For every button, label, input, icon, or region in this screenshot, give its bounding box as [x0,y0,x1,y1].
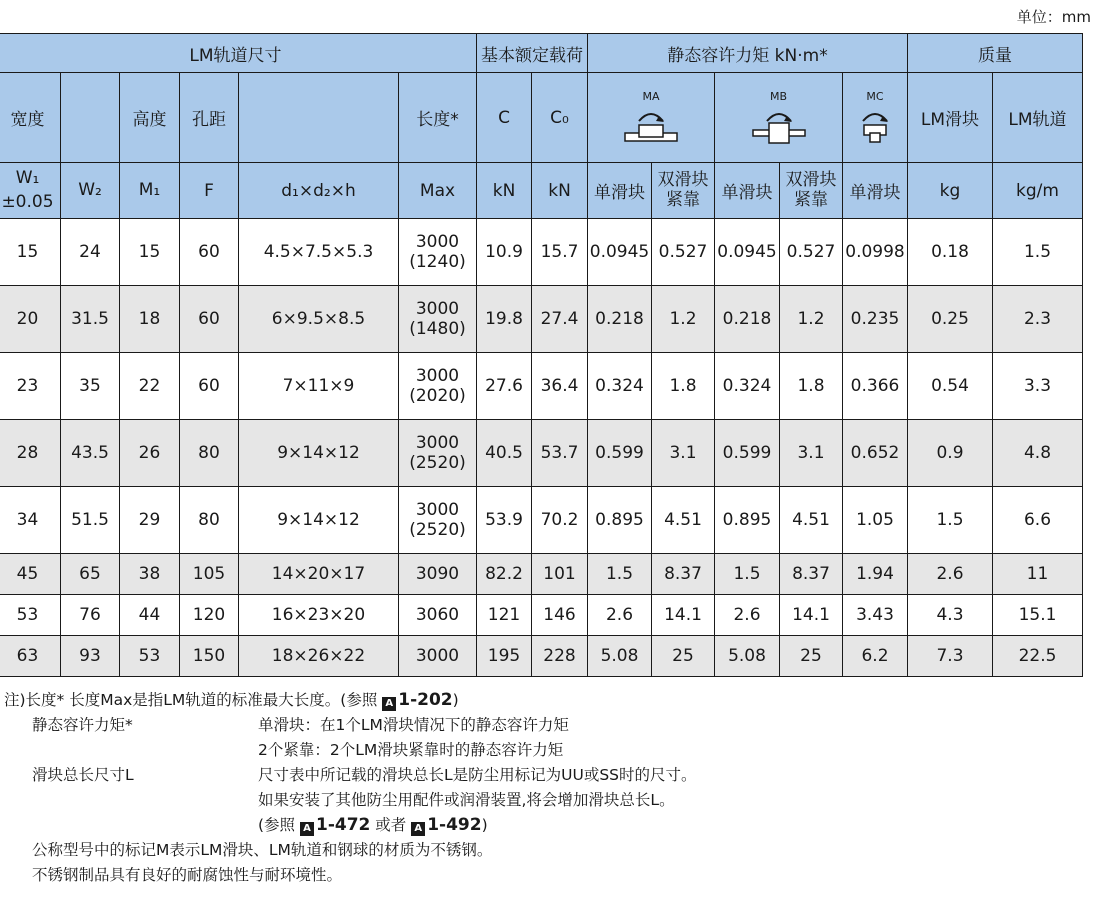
cell-len [399,286,477,353]
pitch-header: 孔距 [180,73,239,163]
cell-kgm: 2.3 [993,286,1083,353]
cell-mb2: 3.1 [780,420,843,487]
cell-ma1: 0.324 [588,353,652,420]
cell-kg: 1.5 [908,487,993,554]
table-row [0,636,1083,677]
cell-ma2: 8.37 [652,554,715,595]
note-static-moment [4,713,569,738]
mb-double-header [780,163,843,219]
length-max-value: 3000 [415,365,460,386]
height-header: 高度 [120,73,180,163]
cell-mb1: 0.0945 [715,219,780,286]
length-alt-value: (1480) [409,319,466,339]
cell-c: 19.8 [477,286,532,353]
cell-mc: 3.43 [843,595,908,636]
cell-c0: 53.7 [532,420,588,487]
note-block-length-text: 尺寸表中所记载的滑块总长L是防尘用标记为UU或SS时的尺寸。 [258,766,697,784]
note-refs-text [258,813,488,838]
cell-w2: 51.5 [61,487,120,554]
cell-c: 27.6 [477,353,532,420]
cell-ma2: 1.8 [652,353,715,420]
cell-kgm: 11 [993,554,1083,595]
cell-mb1: 0.324 [715,353,780,420]
length-header: 长度* [399,73,477,163]
cell-mb1: 2.6 [715,595,780,636]
cell-ma1: 1.5 [588,554,652,595]
cell-c0: 101 [532,554,588,595]
cell-len [399,636,477,677]
cell-len [399,219,477,286]
cell-m1: 29 [120,487,180,554]
cell-mb1: 0.218 [715,286,780,353]
cell-c: 40.5 [477,420,532,487]
cell-m1: 44 [120,595,180,636]
note-refs-close: ) [481,816,488,834]
mb-single-header: 单滑块 [715,163,780,219]
mc-label: MC [866,90,884,103]
cell-ma1: 2.6 [588,595,652,636]
cell-c0: 70.2 [532,487,588,554]
cell-kgm: 3.3 [993,353,1083,420]
mb-diagram-icon [715,105,842,145]
note-length [4,688,492,713]
cell-kgm: 6.6 [993,487,1083,554]
length-alt-value: (2520) [409,453,466,473]
note-refs-open: (参照 [258,816,300,834]
cell-len [399,595,477,636]
table-row [0,353,1083,420]
note-static-moment-label: 静态容许力矩* [32,716,133,734]
note-block-length-label: 滑块总长尺寸L [32,766,134,784]
ref-1-202[interactable] [382,690,452,710]
max-header: Max [399,163,477,219]
cell-ma2: 3.1 [652,420,715,487]
note-length-text: 注)长度* 长度Max是指LM轨道的标准最大长度。(参照 [4,691,383,709]
c0-header: C₀ [532,73,588,163]
cell-mb2: 25 [780,636,843,677]
cell-kgm: 1.5 [993,219,1083,286]
cell-ma1: 0.895 [588,487,652,554]
cell-mb2: 14.1 [780,595,843,636]
cell-len [399,554,477,595]
cell-mb1: 5.08 [715,636,780,677]
cell-ma2: 0.527 [652,219,715,286]
note-material: 公称型号中的标记M表示LM滑块、LM轨道和钢球的材质为不锈钢。 [32,841,493,859]
catalog-ref-icon: A [382,697,396,711]
cell-d: 9×14×12 [239,420,399,487]
ma-double-header [652,163,715,219]
c-unit-header: kN [477,163,532,219]
note-corrosion: 不锈钢制品具有良好的耐腐蚀性与耐环境性。 [32,866,343,884]
cell-ma2: 25 [652,636,715,677]
cell-w1: 34 [0,487,61,554]
length-alt-value: (1240) [409,252,466,272]
cell-c: 82.2 [477,554,532,595]
cell-c: 195 [477,636,532,677]
cell-ma1: 0.218 [588,286,652,353]
cell-kg: 0.54 [908,353,993,420]
cell-w1: 45 [0,554,61,595]
cell-d: 7×11×9 [239,353,399,420]
cell-c: 121 [477,595,532,636]
spec-table [0,33,1083,677]
cell-w1: 20 [0,286,61,353]
mc-single-header: 单滑块 [843,163,908,219]
length-max-value: 3060 [415,604,460,625]
cell-w1: 28 [0,420,61,487]
note-static-moment-text: 单滑块：在1个LM滑块情况下的静态容许力矩 [258,716,569,734]
cell-mb2: 1.8 [780,353,843,420]
length-alt-value: (2020) [409,386,466,406]
c0-unit-header: kN [532,163,588,219]
ma-single-header: 单滑块 [588,163,652,219]
note-dust-accessory-text: 如果安装了其他防尘用配件或润滑装置,将会增加滑块总长L。 [258,791,675,809]
rail-mass-header: LM轨道 [993,73,1083,163]
cell-d: 6×9.5×8.5 [239,286,399,353]
w1-header [0,163,61,219]
ma-label: MA [642,90,660,103]
cell-ma1: 5.08 [588,636,652,677]
cell-w1: 63 [0,636,61,677]
table-body [0,219,1083,677]
ma-double-label: 双滑块 [657,169,709,190]
cell-kg: 0.18 [908,219,993,286]
length-max-value: 3000 [415,298,460,319]
cell-d: 16×23×20 [239,595,399,636]
cell-f: 150 [180,636,239,677]
w2-header: W₂ [61,163,120,219]
ma-adjacent-label: 紧靠 [666,189,700,210]
w1-tolerance: ±0.05 [1,191,54,212]
cell-m1: 53 [120,636,180,677]
mb-label: MB [769,90,788,103]
cell-mc: 0.235 [843,286,908,353]
note-block-length [4,763,697,788]
ref-1-202-text: 1-202 [398,690,453,710]
cell-kg: 0.25 [908,286,993,353]
mb-adjacent-label: 紧靠 [794,189,828,210]
cell-mc: 0.0998 [843,219,908,286]
length-max-value: 3090 [415,563,460,584]
table-row [0,219,1083,286]
cell-c0: 228 [532,636,588,677]
mb-header [715,73,843,163]
ref-1-472-text: 1-472 [315,815,371,835]
cell-w1: 23 [0,353,61,420]
mc-diagram-icon [843,105,907,145]
ref-1-492[interactable] [411,815,481,835]
cell-w2: 24 [61,219,120,286]
table-row [0,554,1083,595]
catalog-ref-icon: A [411,822,425,836]
cell-c0: 146 [532,595,588,636]
cell-f: 80 [180,420,239,487]
cell-d: 18×26×22 [239,636,399,677]
cell-m1: 26 [120,420,180,487]
note-refs [4,813,492,838]
cell-d: 14×20×17 [239,554,399,595]
note-length-end: ) [452,691,459,709]
cell-mc: 6.2 [843,636,908,677]
cell-c: 53.9 [477,487,532,554]
mb-double-label: 双滑块 [785,169,837,190]
cell-len [399,353,477,420]
length-max-value: 3000 [415,231,460,252]
table-row [0,487,1083,554]
cell-m1: 15 [120,219,180,286]
cell-w2: 35 [61,353,120,420]
cell-w2: 43.5 [61,420,120,487]
f-header: F [180,163,239,219]
note-double-block [4,738,564,763]
d-header-blank [239,73,399,163]
kgm-header: kg/m [993,163,1083,219]
cell-mb2: 4.51 [780,487,843,554]
note-double-block-text: 2个紧靠：2个LM滑块紧靠时的静态容许力矩 [258,741,564,759]
cell-kgm: 22.5 [993,636,1083,677]
static-moment-header: 静态容许力矩 kN·m* [588,34,908,73]
cell-f: 60 [180,286,239,353]
cell-kg: 7.3 [908,636,993,677]
note-refs-or: 或者 [370,816,412,834]
c-header: C [477,73,532,163]
table-row [0,420,1083,487]
notes-section [4,688,697,888]
table-row [0,286,1083,353]
cell-c0: 27.4 [532,286,588,353]
mass-header: 质量 [908,34,1083,73]
ma-diagram-icon [588,105,714,145]
cell-d: 4.5×7.5×5.3 [239,219,399,286]
note-dust-accessory [4,788,675,813]
cell-w2: 31.5 [61,286,120,353]
block-mass-header: LM滑块 [908,73,993,163]
ma-header [588,73,715,163]
cell-f: 80 [180,487,239,554]
cell-w1: 15 [0,219,61,286]
cell-ma1: 0.599 [588,420,652,487]
cell-m1: 38 [120,554,180,595]
cell-mb1: 0.599 [715,420,780,487]
cell-kgm: 4.8 [993,420,1083,487]
w2-header-blank [61,73,120,163]
cell-c0: 36.4 [532,353,588,420]
cell-len [399,420,477,487]
cell-c0: 15.7 [532,219,588,286]
cell-d: 9×14×12 [239,487,399,554]
basic-load-header: 基本额定载荷 [477,34,588,73]
cell-ma2: 1.2 [652,286,715,353]
table-row [0,595,1083,636]
length-max-value: 3000 [415,645,460,666]
cell-f: 105 [180,554,239,595]
cell-mb1: 1.5 [715,554,780,595]
length-max-value: 3000 [415,499,460,520]
cell-mc: 0.366 [843,353,908,420]
cell-mb2: 8.37 [780,554,843,595]
catalog-ref-icon: A [300,822,314,836]
cell-mb1: 0.895 [715,487,780,554]
cell-m1: 18 [120,286,180,353]
cell-w2: 76 [61,595,120,636]
length-alt-value: (2520) [409,520,466,540]
cell-mc: 0.652 [843,420,908,487]
w1-symbol: W₁ [15,167,40,188]
cell-mb2: 1.2 [780,286,843,353]
mc-header [843,73,908,163]
cell-ma2: 14.1 [652,595,715,636]
cell-mc: 1.05 [843,487,908,554]
cell-kg: 0.9 [908,420,993,487]
cell-kgm: 15.1 [993,595,1083,636]
cell-w2: 93 [61,636,120,677]
unit-label: 单位：mm [1016,8,1091,26]
cell-f: 60 [180,353,239,420]
cell-f: 60 [180,219,239,286]
m1-header: M₁ [120,163,180,219]
width-header: 宽度 [0,73,61,163]
cell-f: 120 [180,595,239,636]
cell-len [399,487,477,554]
cell-kg: 4.3 [908,595,993,636]
cell-w2: 65 [61,554,120,595]
cell-mb2: 0.527 [780,219,843,286]
length-max-value: 3000 [415,432,460,453]
ref-1-492-text: 1-492 [427,815,482,835]
kg-header: kg [908,163,993,219]
cell-m1: 22 [120,353,180,420]
lm-rail-dims-header: LM轨道尺寸 [0,34,477,73]
cell-w1: 53 [0,595,61,636]
cell-c: 10.9 [477,219,532,286]
cell-ma1: 0.0945 [588,219,652,286]
cell-kg: 2.6 [908,554,993,595]
d-header: d₁×d₂×h [239,163,399,219]
cell-ma2: 4.51 [652,487,715,554]
ref-1-472[interactable] [300,815,370,835]
cell-mc: 1.94 [843,554,908,595]
